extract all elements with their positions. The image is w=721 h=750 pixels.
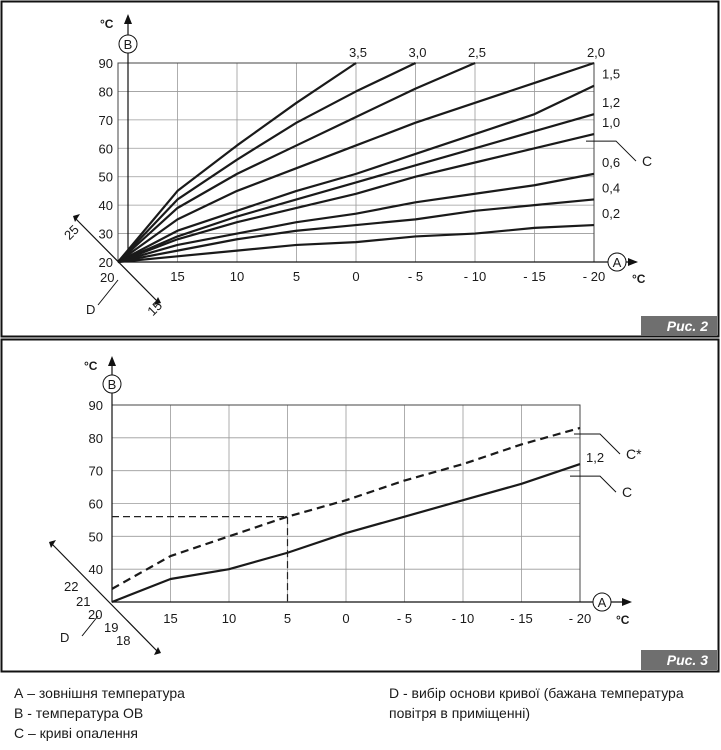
fig3-x-tick: - 10	[451, 611, 475, 626]
fig3-y-marker: B	[107, 377, 117, 392]
figure-2-chart	[0, 0, 721, 340]
fig2-room-arrow-up	[73, 214, 80, 222]
fig2-curve-label: 0,2	[602, 206, 621, 222]
fig2-x-tick: - 5	[407, 269, 424, 284]
fig2-y-tick: 70	[98, 112, 113, 128]
fig3-series-marker-c: C	[622, 484, 633, 501]
fig3-y-tick: 40	[88, 562, 103, 578]
fig2-curve-label: 0,6	[602, 154, 621, 170]
fig3-x-marker: A	[597, 595, 607, 610]
fig3-room-marker: D	[60, 630, 70, 645]
fig2-y-tick: 50	[98, 169, 113, 185]
fig2-room-tick: 15	[144, 297, 166, 319]
fig2-y-tick: 80	[98, 84, 113, 100]
fig3-x-tick: - 20	[568, 611, 592, 626]
fig2-x-tick: 10	[229, 269, 245, 284]
fig2-y-tick: 20	[98, 255, 113, 270]
fig3-x-unit: °C	[616, 613, 630, 627]
fig2-y-marker: B	[123, 37, 133, 52]
fig2-series-marker: C	[642, 153, 653, 170]
fig3-x-tick: 0	[342, 611, 350, 626]
fig2-y-tick: 60	[98, 141, 113, 157]
legend-b: B - температура ОВ	[14, 705, 144, 721]
fig2-x-tick: 15	[170, 269, 185, 284]
fig3-x-tick: - 15	[510, 611, 533, 626]
fig3-x-arrow	[622, 598, 632, 606]
fig2-curve-label: 1,2	[602, 95, 621, 111]
fig2-x-tick: - 15	[523, 269, 546, 284]
figure-2-label: Рис. 2	[666, 318, 708, 334]
fig2-curve-label: 2,0	[586, 45, 606, 60]
fig2-x-tick: - 10	[463, 269, 487, 284]
fig3-y-tick: 90	[88, 398, 103, 413]
fig3-room-tick: 21	[76, 594, 91, 609]
fig3-y-unit: °C	[84, 359, 98, 373]
fig2-curve-label: 1,5	[602, 66, 621, 82]
fig3-room-tick: 22	[64, 579, 79, 594]
figure-2-badge	[641, 316, 717, 336]
figure-3-label: Рис. 3	[666, 652, 708, 668]
fig3-room-tick: 19	[104, 620, 119, 635]
legend-c: С – криві опалення	[14, 725, 138, 741]
fig3-curve-label: 1,2	[586, 450, 605, 466]
fig2-y-arrow	[124, 14, 132, 24]
fig3-y-tick: 80	[88, 430, 103, 446]
fig2-curve-label: 3,0	[408, 45, 427, 60]
fig2-y-tick: 40	[98, 198, 113, 214]
fig2-x-marker: A	[612, 255, 622, 270]
fig2-curve-label: 2,5	[467, 45, 487, 60]
figure-3-chart	[0, 338, 721, 678]
fig3-x-tick: - 5	[396, 611, 413, 626]
fig2-x-arrow	[628, 258, 638, 266]
legend-left	[14, 683, 185, 743]
fig2-origin-tick: 20	[100, 270, 115, 285]
fig3-x-tick: 10	[221, 611, 237, 626]
fig2-curve-label: 1,0	[602, 115, 621, 131]
figure-3-badge	[641, 650, 717, 670]
fig3-y-arrow	[108, 356, 116, 366]
fig2-curve-3-0	[118, 63, 416, 262]
fig2-x-tick: 5	[292, 269, 301, 284]
fig2-x-unit: °C	[632, 272, 646, 286]
fig3-series-marker-c-star: C*	[626, 445, 642, 462]
fig2-x-tick: 0	[352, 269, 360, 284]
fig3-y-tick: 50	[88, 529, 103, 545]
fig3-room-tick: 18	[116, 633, 131, 648]
legend-right	[389, 683, 719, 723]
fig3-y-tick: 60	[88, 496, 103, 512]
fig2-curve-label: 3,5	[348, 45, 368, 60]
fig3-y-tick: 70	[88, 463, 103, 479]
fig2-room-tick: 25	[60, 221, 82, 243]
fig3-x-tick: 5	[283, 611, 292, 626]
fig2-curve-label: 0,4	[602, 180, 621, 196]
fig2-y-tick: 90	[98, 56, 113, 71]
legend-d: D - вибір основи кривої (бажана температура повітря в приміщенні)	[389, 685, 684, 721]
fig2-y-unit: °C	[100, 17, 114, 31]
fig2-x-tick: - 20	[582, 269, 606, 284]
fig3-c-leader	[570, 476, 616, 492]
fig2-y-tick: 30	[98, 226, 113, 242]
fig3-x-tick: 15	[163, 611, 178, 626]
fig2-room-marker: D	[86, 302, 96, 317]
legend-a: А – зовнішня температура	[14, 685, 185, 701]
fig3-room-tick: 20	[88, 607, 103, 622]
